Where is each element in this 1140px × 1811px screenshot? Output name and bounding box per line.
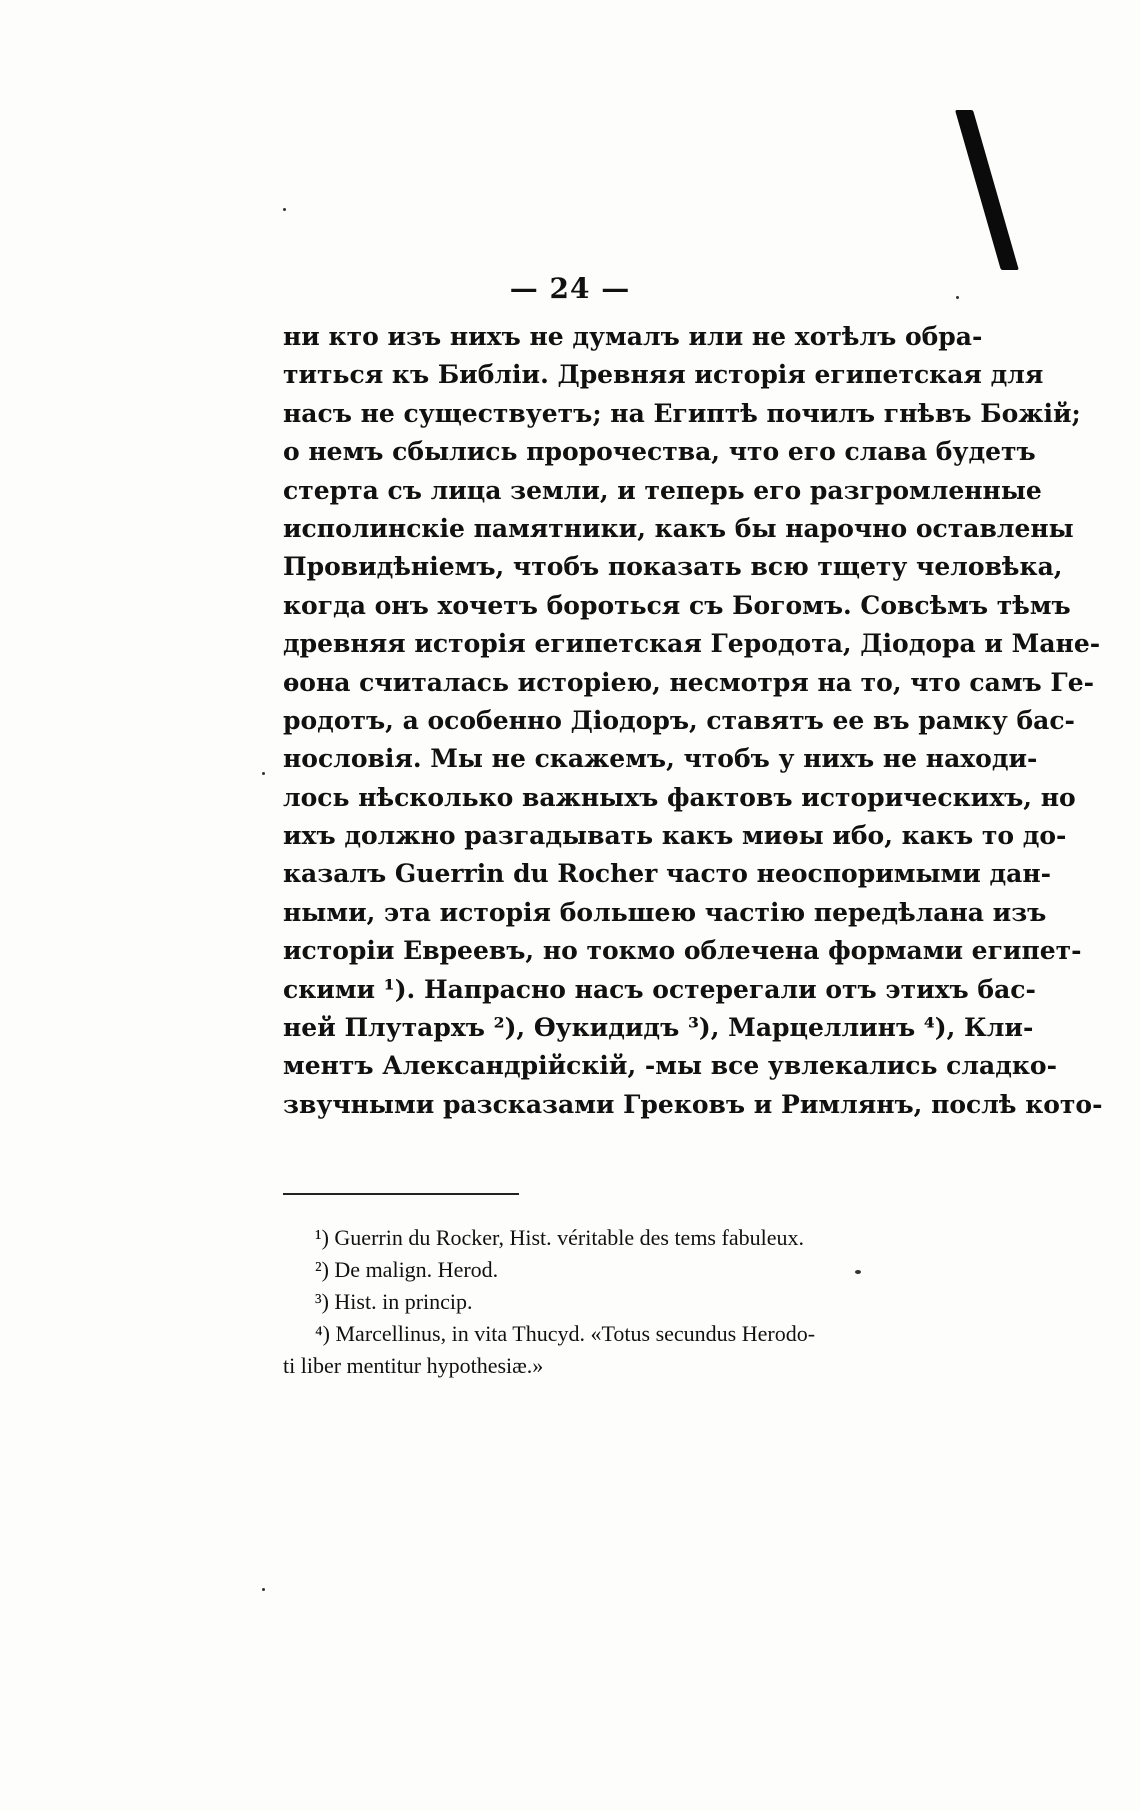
text-line: скими ¹). Напрасно насъ остерегали отъ этихъ бас- xyxy=(283,974,1036,1004)
footnote-1 xyxy=(283,1222,923,1254)
text-line: казалъ Guerrin du Rocher часто неоспоримыми дан- xyxy=(283,859,1052,889)
text-line: ментъ Александрійскій, -мы все увлекались сладко- xyxy=(283,1051,1057,1081)
footnote-mark: ³) xyxy=(315,1289,329,1314)
footnote-mark: ⁴) xyxy=(315,1321,330,1346)
print-speck xyxy=(283,208,286,211)
text-line: ихъ должно разгадывать какъ миѳы ибо, какъ то до- xyxy=(283,821,1067,851)
text-line: родотъ, а особенно Діодоръ, ставятъ ее въ рамку бас- xyxy=(283,705,1075,735)
text-line: Провидѣніемъ, чтобъ показать всю тщету человѣка, xyxy=(283,552,1063,582)
text-line: нословія. Мы не скажемъ, чтобъ у нихъ не находи- xyxy=(283,744,1038,774)
footnote-text: Guerrin du Rocker, Hist. véritable des tems fabuleux. xyxy=(334,1225,804,1250)
print-speck xyxy=(956,296,959,299)
text-line: лось нѣсколько важныхъ фактовъ историческихъ, но xyxy=(283,782,1076,812)
footnote-4-continued xyxy=(283,1350,923,1382)
footnote-text: Hist. in princip. xyxy=(334,1289,473,1314)
text-line: древняя исторія египетская Геродота, Діодора и Мане- xyxy=(283,629,1101,659)
text-line: ѳона считалась исторіею, несмотря на то, что самъ Ге- xyxy=(283,667,1094,697)
print-speck xyxy=(262,1588,265,1591)
text-line: ными, эта исторія большею частію передѣлана изъ xyxy=(283,897,1047,927)
body-text xyxy=(283,318,1103,1124)
print-speck xyxy=(855,1270,861,1274)
page-edge-shadow xyxy=(955,110,1019,270)
footnote-text: ti liber mentitur hypothesiæ.» xyxy=(283,1353,544,1378)
text-line: исторіи Евреевъ, но токмо облечена формами египет- xyxy=(283,936,1082,966)
footnote-3 xyxy=(283,1286,923,1318)
page-number: — 24 — xyxy=(509,272,631,305)
footnote-2 xyxy=(283,1254,923,1286)
print-speck xyxy=(262,772,265,775)
footnote-text: Marcellinus, in vita Thucyd. «Totus secundus Herodo- xyxy=(335,1321,816,1346)
text-line: когда онъ хочетъ бороться съ Богомъ. Совсѣмъ тѣмъ xyxy=(283,590,1071,620)
footnotes xyxy=(283,1222,923,1382)
text-line: звучными разсказами Грековъ и Римлянъ, послѣ кото- xyxy=(283,1089,1103,1119)
text-line: о немъ сбылись пророчества, что его слава будетъ xyxy=(283,437,1036,467)
text-line: титься къ Библіи. Древняя исторія египетская для xyxy=(283,360,1044,390)
text-line: насъ не существуетъ; на Египтѣ почилъ гнѣвъ Божій; xyxy=(283,398,1081,428)
footnote-text: De malign. Herod. xyxy=(334,1257,499,1282)
text-line: ни кто изъ нихъ не думалъ или не хотѣлъ обра- xyxy=(283,322,983,351)
footnote-4 xyxy=(283,1318,923,1350)
footnote-mark: ²) xyxy=(315,1257,329,1282)
footnote-mark: ¹) xyxy=(315,1225,329,1250)
text-line: ней Плутархъ ²), Ѳукидидъ ³), Марцеллинъ ⁴), Кли- xyxy=(283,1013,1034,1043)
text-line: стерта съ лица земли, и теперь его разгромленные xyxy=(283,475,1042,505)
footnote-rule xyxy=(283,1193,519,1195)
text-line: исполинскіе памятники, какъ бы нарочно оставлены xyxy=(283,513,1074,543)
